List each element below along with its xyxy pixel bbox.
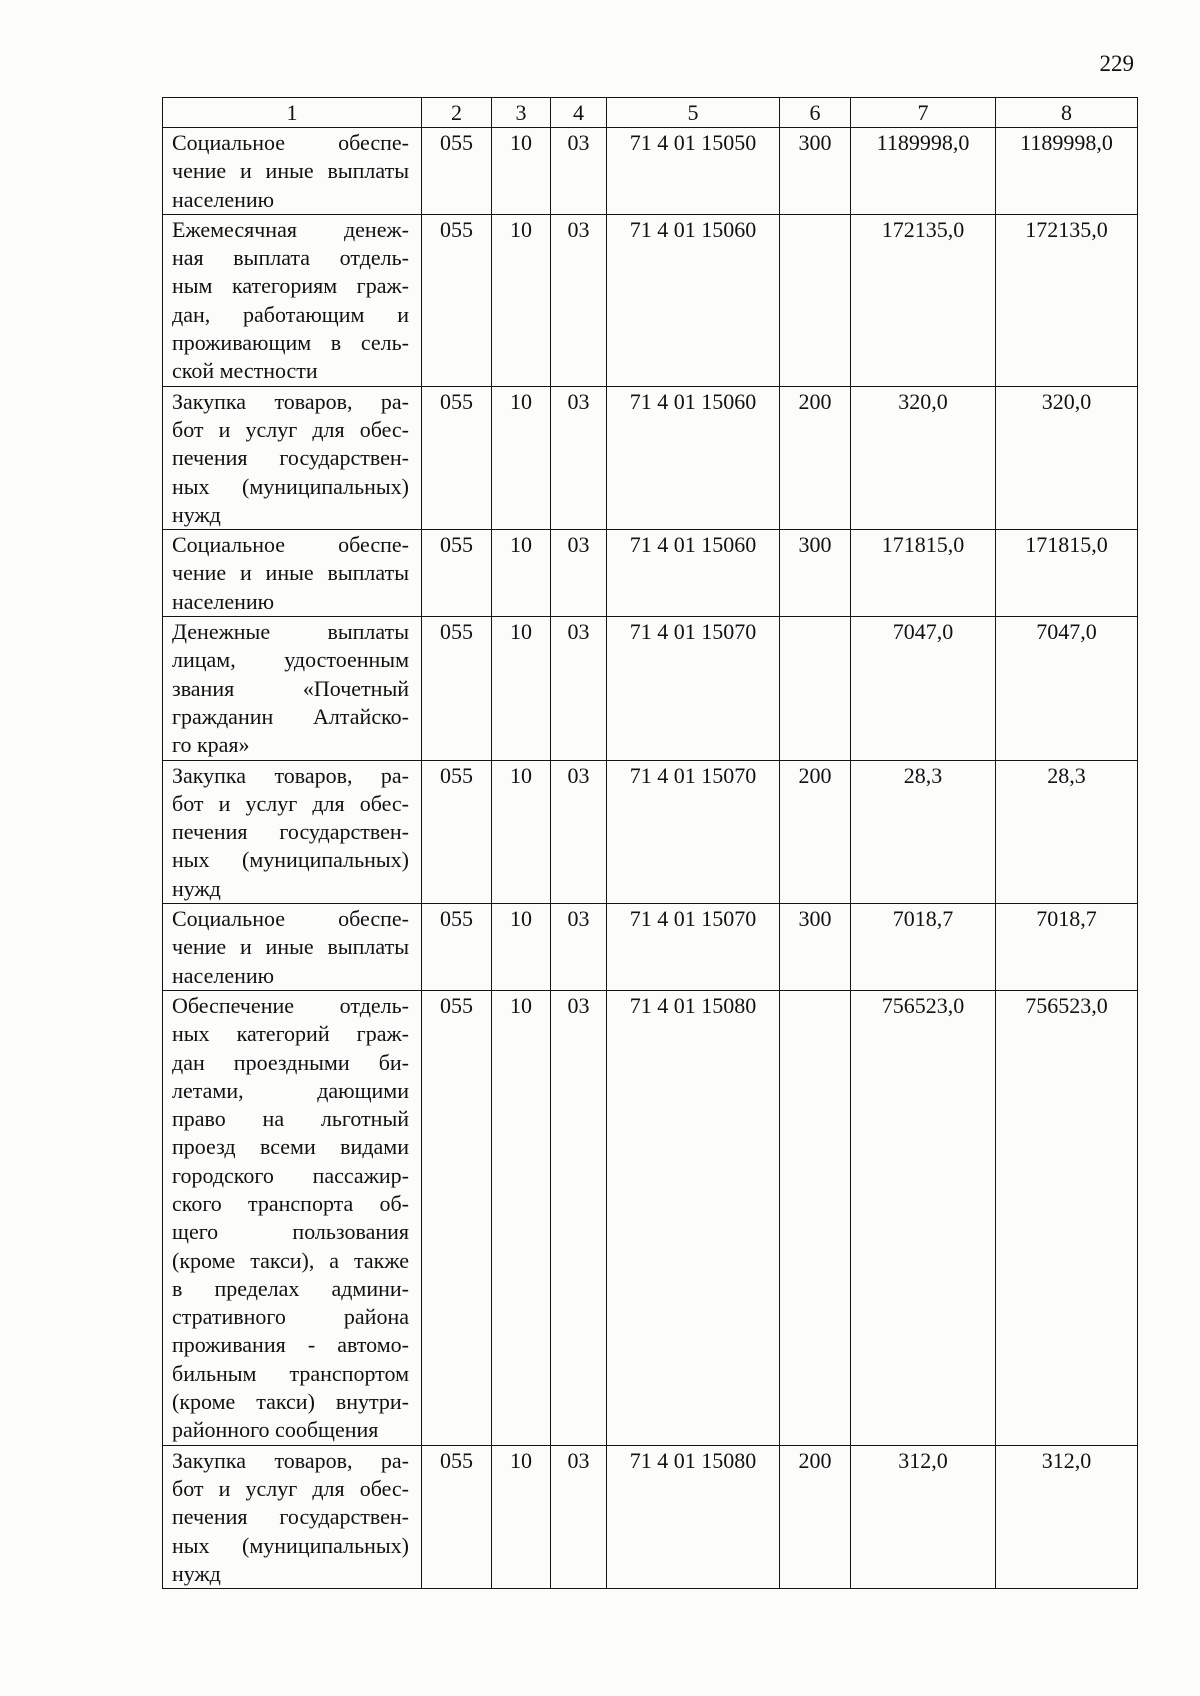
cell-col-4: 03 — [551, 904, 607, 991]
description-line: чение и иные выплаты — [172, 934, 409, 960]
cell-col-4: 03 — [551, 990, 607, 1445]
description-line: дан, работающим и — [172, 301, 409, 327]
cell-col-3: 10 — [492, 386, 551, 529]
description-line: Ежемесячная денеж- — [172, 216, 409, 242]
cell-col-2: 055 — [422, 214, 492, 386]
cell-col-5: 71 4 01 15080 — [607, 990, 780, 1445]
description-line: населению — [172, 588, 275, 614]
table-row — [163, 990, 1138, 1445]
cell-col-8: 7018,7 — [996, 904, 1138, 991]
cell-col-6 — [780, 617, 851, 760]
cell-col-8: 7047,0 — [996, 617, 1138, 760]
cell-col-5: 71 4 01 15060 — [607, 386, 780, 529]
cell-col-8: 172135,0 — [996, 214, 1138, 386]
cell-col-2: 055 — [422, 530, 492, 617]
cell-col-4: 03 — [551, 214, 607, 386]
table-row — [163, 904, 1138, 991]
cell-col-3: 10 — [492, 530, 551, 617]
header-cell-7: 7 — [851, 98, 996, 128]
description-line: проезд всеми видами — [172, 1134, 409, 1160]
description-line: районного сообщения — [172, 1417, 379, 1443]
cell-col-5: 71 4 01 15070 — [607, 904, 780, 991]
cell-col-7: 28,3 — [851, 760, 996, 903]
cell-col-7: 171815,0 — [851, 530, 996, 617]
cell-col-7: 320,0 — [851, 386, 996, 529]
cell-col-4: 03 — [551, 530, 607, 617]
description-line: Закупка товаров, ра- — [172, 762, 409, 788]
cell-col-6: 300 — [780, 128, 851, 215]
table-row — [163, 386, 1138, 529]
cell-col-4: 03 — [551, 1445, 607, 1588]
cell-col-6: 300 — [780, 904, 851, 991]
cell-description — [163, 214, 422, 386]
description-line: летами, дающими — [172, 1077, 409, 1103]
cell-col-2: 055 — [422, 386, 492, 529]
description-line: населению — [172, 186, 275, 212]
description-line: ных (муниципальных) — [172, 847, 409, 873]
cell-col-8: 312,0 — [996, 1445, 1138, 1588]
description-line: в пределах админи- — [172, 1275, 409, 1301]
cell-col-8: 1189998,0 — [996, 128, 1138, 215]
description-line: бильным транспортом — [172, 1360, 409, 1386]
cell-description — [163, 990, 422, 1445]
table-row — [163, 1445, 1138, 1588]
description-line: печения государствен- — [172, 445, 409, 471]
table-row — [163, 760, 1138, 903]
budget-table — [162, 97, 1138, 1589]
cell-col-3: 10 — [492, 617, 551, 760]
cell-col-4: 03 — [551, 760, 607, 903]
description-line: щего пользования — [172, 1219, 409, 1245]
table-row — [163, 530, 1138, 617]
description-line: Социальное обеспе- — [172, 906, 409, 932]
description-line: городского пассажир- — [172, 1162, 409, 1188]
description-line: населению — [172, 962, 275, 988]
description-line: печения государствен- — [172, 819, 409, 845]
description-line: нужд — [172, 875, 221, 901]
cell-col-2: 055 — [422, 760, 492, 903]
cell-col-3: 10 — [492, 1445, 551, 1588]
header-cell-5: 5 — [607, 98, 780, 128]
cell-col-7: 172135,0 — [851, 214, 996, 386]
cell-col-2: 055 — [422, 904, 492, 991]
cell-col-4: 03 — [551, 386, 607, 529]
description-line: лицам, удостоенным — [172, 647, 409, 673]
description-line: ным категориям граж- — [172, 273, 409, 299]
description-line: чение и иные выплаты — [172, 560, 409, 586]
description-line: бот и услуг для обес- — [172, 1475, 409, 1501]
cell-col-5: 71 4 01 15070 — [607, 617, 780, 760]
description-line: бот и услуг для обес- — [172, 790, 409, 816]
description-line: печения государствен- — [172, 1504, 409, 1530]
cell-col-3: 10 — [492, 128, 551, 215]
description-line: нужд — [172, 1560, 221, 1586]
table-row — [163, 617, 1138, 760]
description-line: ского транспорта об- — [172, 1190, 409, 1216]
cell-col-7: 7018,7 — [851, 904, 996, 991]
cell-col-8: 28,3 — [996, 760, 1138, 903]
cell-description — [163, 617, 422, 760]
cell-description — [163, 904, 422, 991]
table-row — [163, 214, 1138, 386]
description-line: проживающим в сель- — [172, 330, 409, 356]
cell-col-5: 71 4 01 15080 — [607, 1445, 780, 1588]
cell-col-2: 055 — [422, 1445, 492, 1588]
cell-description — [163, 386, 422, 529]
description-line: Обеспечение отдель- — [172, 992, 409, 1018]
cell-col-7: 1189998,0 — [851, 128, 996, 215]
description-line: (кроме такси), а также — [172, 1247, 409, 1273]
cell-col-6: 200 — [780, 1445, 851, 1588]
header-cell-4: 4 — [551, 98, 607, 128]
description-line: (кроме такси) внутри- — [172, 1389, 409, 1415]
description-line: Закупка товаров, ра- — [172, 1447, 409, 1473]
description-line: ных категорий граж- — [172, 1021, 409, 1047]
cell-col-3: 10 — [492, 990, 551, 1445]
cell-col-3: 10 — [492, 904, 551, 991]
cell-col-2: 055 — [422, 128, 492, 215]
cell-col-3: 10 — [492, 760, 551, 903]
header-cell-3: 3 — [492, 98, 551, 128]
cell-col-7: 7047,0 — [851, 617, 996, 760]
cell-col-5: 71 4 01 15050 — [607, 128, 780, 215]
cell-col-8: 320,0 — [996, 386, 1138, 529]
description-line: ная выплата отдель- — [172, 245, 409, 271]
cell-col-6: 200 — [780, 386, 851, 529]
cell-col-2: 055 — [422, 990, 492, 1445]
table-header-row — [163, 98, 1138, 128]
cell-description — [163, 1445, 422, 1588]
cell-col-4: 03 — [551, 617, 607, 760]
cell-description — [163, 530, 422, 617]
description-line: дан проездными би- — [172, 1049, 409, 1075]
cell-col-5: 71 4 01 15060 — [607, 530, 780, 617]
description-line: Социальное обеспе- — [172, 532, 409, 558]
description-line: гражданин Алтайско- — [172, 703, 409, 729]
header-cell-6: 6 — [780, 98, 851, 128]
page-number: 229 — [1099, 51, 1134, 76]
cell-col-7: 312,0 — [851, 1445, 996, 1588]
description-line: ской местности — [172, 358, 318, 384]
header-cell-2: 2 — [422, 98, 492, 128]
description-line: Закупка товаров, ра- — [172, 388, 409, 414]
cell-description — [163, 760, 422, 903]
cell-col-6 — [780, 990, 851, 1445]
cell-col-4: 03 — [551, 128, 607, 215]
header-cell-8: 8 — [996, 98, 1138, 128]
description-line: проживания - автомо- — [172, 1332, 409, 1358]
cell-description — [163, 128, 422, 215]
description-line: Денежные выплаты — [172, 619, 409, 645]
cell-col-3: 10 — [492, 214, 551, 386]
description-line: нужд — [172, 501, 221, 527]
cell-col-8: 756523,0 — [996, 990, 1138, 1445]
cell-col-7: 756523,0 — [851, 990, 996, 1445]
description-line: ных (муниципальных) — [172, 1532, 409, 1558]
description-line: ных (муниципальных) — [172, 473, 409, 499]
description-line: го края» — [172, 732, 250, 758]
header-cell-1: 1 — [163, 98, 422, 128]
table-row — [163, 128, 1138, 215]
description-line: право на льготный — [172, 1106, 409, 1132]
cell-col-2: 055 — [422, 617, 492, 760]
cell-col-6: 200 — [780, 760, 851, 903]
cell-col-5: 71 4 01 15060 — [607, 214, 780, 386]
cell-col-5: 71 4 01 15070 — [607, 760, 780, 903]
description-line: чение и иные выплаты — [172, 158, 409, 184]
description-line: Социальное обеспе- — [172, 130, 409, 155]
cell-col-6: 300 — [780, 530, 851, 617]
description-line: звания «Почетный — [172, 675, 409, 701]
cell-col-6 — [780, 214, 851, 386]
description-line: стративного района — [172, 1304, 409, 1330]
cell-col-8: 171815,0 — [996, 530, 1138, 617]
description-line: бот и услуг для обес- — [172, 416, 409, 442]
